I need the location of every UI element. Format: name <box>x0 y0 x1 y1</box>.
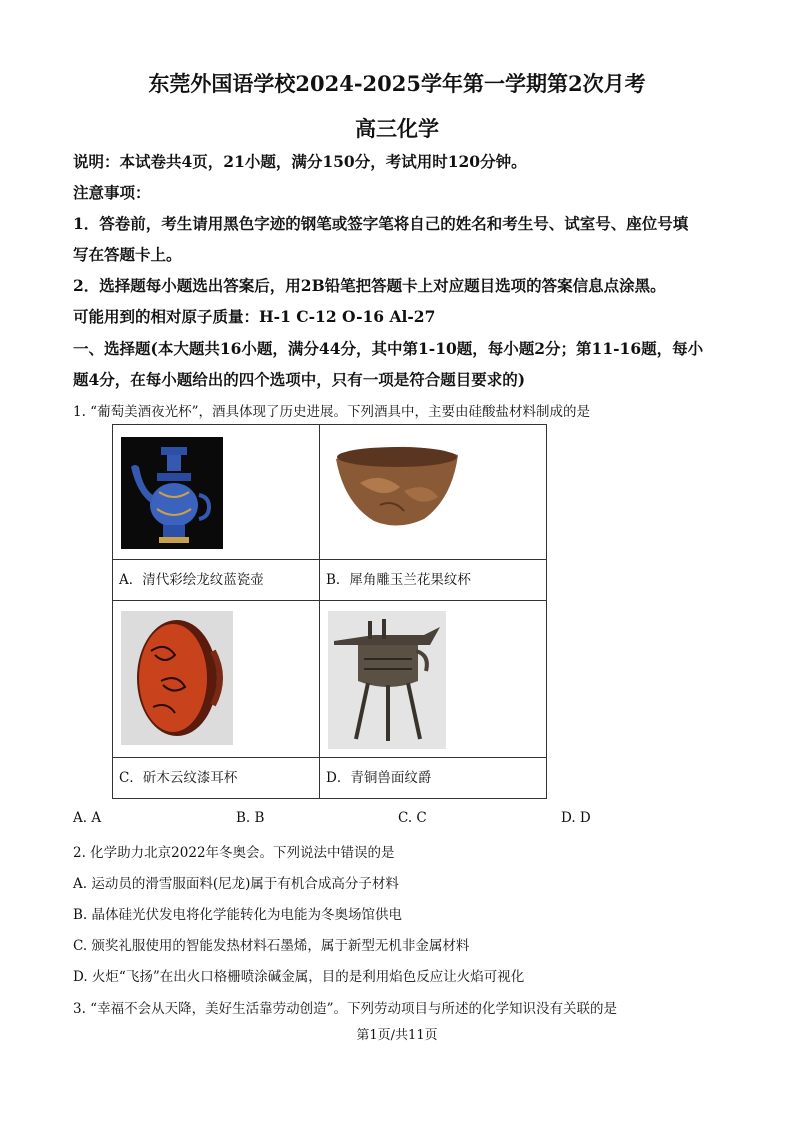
exam-note: 说明：本试卷共4页，21小题，满分150分，考试用时120分钟。 <box>73 152 527 171</box>
attention-heading: 注意事项： <box>73 183 151 202</box>
answer-choice-b[interactable]: B. B <box>236 810 265 826</box>
answer-choice-c[interactable]: C. C <box>398 810 427 826</box>
option-a-caption: A．清代彩绘龙纹蓝瓷壶 <box>113 560 320 601</box>
attention-item-1-line-1: 1．答卷前，考生请用黑色字迹的钢笔或签字笔将自己的姓名和考生号、试室号、座位号填 <box>73 214 689 233</box>
exam-subtitle: 高三化学 <box>355 116 439 141</box>
section-1-heading-line-1: 一、选择题(本大题共16小题，满分44分，其中第1-10题，每小题2分；第11-16题，每小 <box>73 339 704 358</box>
option-a-image-cell <box>113 425 320 560</box>
question-2-stem: 2. 化学助力北京2022年冬奥会。下列说法中错误的是 <box>73 845 395 861</box>
bronze-jue-icon <box>328 611 446 749</box>
lacquer-ear-cup-icon <box>121 611 233 745</box>
option-d-image-cell <box>320 601 547 758</box>
section-1-heading-line-2: 题4分，在每小题给出的四个选项中，只有一项是符合题目要求的) <box>73 370 526 389</box>
question-2-option-c[interactable]: C. 颁奖礼服使用的智能发热材料石墨烯，属于新型无机非金属材料 <box>73 938 470 954</box>
answer-choice-d[interactable]: D. D <box>561 810 591 826</box>
question-1-stem: 1. “葡萄美酒夜光杯”，酒具体现了历史进展。下列酒具中，主要由硅酸盐材料制成的是 <box>73 404 590 420</box>
question-2-option-a[interactable]: A. 运动员的滑雪服面料(尼龙)属于有机合成高分子材料 <box>73 876 399 892</box>
option-c-caption: C．斫木云纹漆耳杯 <box>113 758 320 799</box>
question-1-options-table <box>112 424 547 799</box>
option-d-caption: D．青铜兽面纹爵 <box>320 758 547 799</box>
attention-item-2: 2．选择题每小题选出答案后，用2B铅笔把答题卡上对应题目选项的答案信息点涂黑。 <box>73 276 666 295</box>
question-3-stem: 3. “幸福不会从天降，美好生活靠劳动创造”。下列劳动项目与所述的化学知识没有关联的是 <box>73 1001 617 1017</box>
option-b-image-cell <box>320 425 547 560</box>
blue-porcelain-ewer-icon <box>121 437 223 549</box>
page-number: 第1页/共11页 <box>356 1028 438 1043</box>
option-b-caption: B．犀角雕玉兰花果纹杯 <box>320 560 547 601</box>
question-2-option-d[interactable]: D. 火炬“飞扬”在出火口格栅喷涂碱金属，目的是利用焰色反应让火焰可视化 <box>73 969 525 985</box>
answer-choice-a[interactable]: A. A <box>73 810 102 826</box>
rhino-horn-cup-icon <box>330 439 464 531</box>
attention-item-1-line-2: 写在答题卡上。 <box>73 245 182 264</box>
question-2-option-b[interactable]: B. 晶体硅光伏发电将化学能转化为电能为冬奥场馆供电 <box>73 907 403 923</box>
atomic-mass-line: 可能用到的相对原子质量：H-1 C-12 O-16 Al-27 <box>73 307 436 326</box>
option-c-image-cell <box>113 601 320 758</box>
exam-title: 东莞外国语学校2024-2025学年第一学期第2次月考 <box>148 71 646 96</box>
